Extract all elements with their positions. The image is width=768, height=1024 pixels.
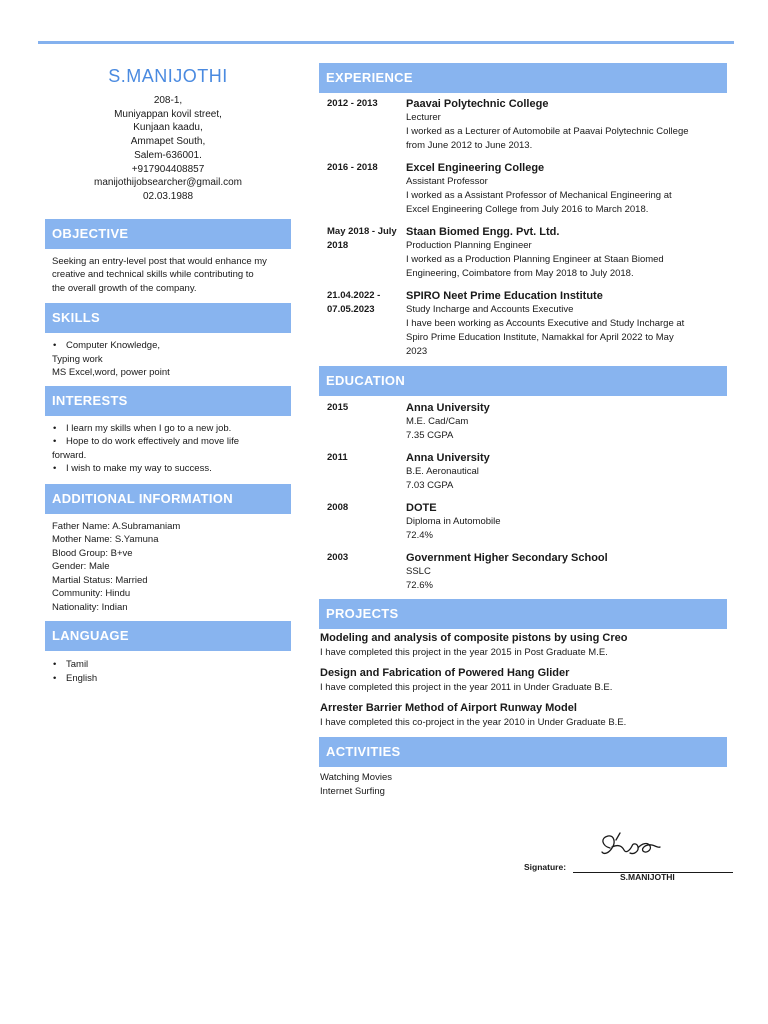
info-line: Nationality: Indian [52, 601, 128, 613]
experience-line: I worked as a Assistant Professor of Mechanical Engineering at [406, 190, 672, 201]
info-line: Mother Name: S.Yamuna [52, 534, 159, 546]
objective-heading: OBJECTIVE [45, 219, 291, 249]
education-date [319, 501, 406, 543]
contact-line: Muniyappan kovil street, [114, 108, 222, 120]
contact-block [45, 94, 291, 204]
experience-entry [319, 97, 727, 153]
project-title: Modeling and analysis of composite pistons by using Creo [320, 632, 628, 644]
interest-item: • Hope to do work effectively and move life [52, 435, 291, 449]
language-item: • English [52, 672, 291, 686]
experience-entry [319, 161, 727, 217]
project-entry [319, 666, 727, 695]
education-entry [319, 501, 727, 543]
left-column [45, 66, 291, 685]
info-line: Martial Status: Married [52, 574, 148, 586]
activity-item: Watching Movies [320, 772, 392, 783]
activities-list [319, 767, 727, 799]
interest-continuation: forward. [52, 449, 87, 461]
info-line: Community: Hindu [52, 588, 131, 600]
info-line: Father Name: A.Subramaniam [52, 520, 181, 532]
education-body [406, 401, 727, 443]
contact-dob: 02.03.1988 [142, 190, 194, 202]
education-entry [319, 451, 727, 493]
contact-email: manijothijobsearcher@gmail.com [94, 177, 242, 189]
objective-line: creative and technical skills while contributing to [52, 269, 254, 281]
signature-image [596, 828, 666, 864]
contact-line: 208-1, [153, 95, 183, 106]
education-title: Anna University [406, 402, 490, 414]
date-line: 2011 [327, 452, 348, 463]
project-entry [319, 701, 727, 730]
experience-line: Spiro Prime Education Institute, Namakkal for April 2022 to May [406, 332, 674, 343]
experience-title: Paavai Polytechnic College [406, 98, 549, 110]
project-desc: I have completed this project in the year 2011 in Under Graduate B.E. [320, 682, 613, 693]
date-line: 2018 [327, 240, 349, 251]
experience-body [406, 97, 727, 153]
experience-body [406, 161, 727, 217]
experience-line: Assistant Professor [406, 176, 488, 187]
experience-body [406, 289, 727, 359]
interests-list-cont [45, 462, 291, 476]
skill-line: Typing work [52, 353, 103, 365]
project-title: Arrester Barrier Method of Airport Runway Model [320, 702, 577, 714]
date-line: 2003 [327, 552, 349, 563]
signature-name: S.MANIJOTHI [620, 872, 675, 882]
education-line: SSLC [406, 566, 431, 577]
activities-heading: ACTIVITIES [319, 737, 727, 767]
education-line: 7.03 CGPA [406, 480, 454, 491]
date-line: May 2018 - July [327, 226, 397, 237]
objective-line: Seeking an entry-level post that would enhance my [52, 255, 267, 267]
education-line: B.E. Aeronautical [406, 466, 479, 477]
additional-info [45, 514, 291, 615]
experience-line: I worked as a Production Planning Engineer at Staan Biomed [406, 254, 664, 265]
objective-line: the overall growth of the company. [52, 282, 197, 294]
experience-line: I have been working as Accounts Executive and Study Incharge at [406, 318, 685, 329]
education-heading: EDUCATION [319, 366, 727, 396]
activity-item: Internet Surfing [320, 786, 385, 797]
education-title: Government Higher Secondary School [406, 552, 608, 564]
language-item: • Tamil [52, 658, 291, 672]
interest-item: • I learn my skills when I go to a new job. [52, 422, 291, 436]
interests-list [45, 416, 291, 449]
experience-date [319, 97, 406, 153]
education-body [406, 501, 727, 543]
contact-phone: +917904408857 [131, 163, 205, 175]
education-line: 72.4% [406, 530, 433, 541]
date-line: 2008 [327, 502, 349, 513]
contact-line: Ammapet South, [130, 136, 206, 148]
signature-block [524, 828, 734, 888]
objective-text [45, 249, 291, 296]
experience-date [319, 225, 406, 281]
interest-item: • I wish to make my way to success. [52, 462, 291, 476]
experience-entry [319, 225, 727, 281]
date-line: 2015 [327, 402, 349, 413]
education-entry [319, 401, 727, 443]
education-line: 72.6% [406, 580, 433, 591]
skills-extra [45, 353, 291, 380]
experience-line: Study Incharge and Accounts Executive [406, 304, 574, 315]
skills-list [45, 333, 291, 353]
experience-line: Engineering, Coimbatore from May 2018 to July 2018. [406, 268, 634, 279]
language-heading: LANGUAGE [45, 621, 291, 651]
experience-line: I worked as a Lecturer of Automobile at Paavai Polytechnic College [406, 126, 689, 137]
education-line: Diploma in Automobile [406, 516, 501, 527]
experience-entry [319, 289, 727, 359]
contact-line: Kunjaan kaadu, [133, 122, 203, 134]
additional-info-heading: ADDITIONAL INFORMATION [45, 484, 291, 514]
project-title: Design and Fabrication of Powered Hang Glider [320, 667, 570, 679]
experience-title: Staan Biomed Engg. Pvt. Ltd. [406, 226, 560, 238]
experience-title: Excel Engineering College [406, 162, 545, 174]
education-line: 7.35 CGPA [406, 430, 454, 441]
info-line: Blood Group: B+ve [52, 547, 133, 559]
interests-heading: INTERESTS [45, 386, 291, 416]
resume-name: S.MANIJOTHI [108, 66, 228, 86]
date-line: 07.05.2023 [327, 304, 375, 315]
education-date [319, 551, 406, 593]
education-body [406, 551, 727, 593]
skills-heading: SKILLS [45, 303, 291, 333]
date-line: 21.04.2022 - [327, 290, 381, 301]
education-title: Anna University [406, 452, 490, 464]
experience-line: Excel Engineering College from July 2016 to March 2018. [406, 204, 649, 215]
skill-item: • Computer Knowledge, [52, 339, 291, 353]
top-rule [38, 41, 734, 44]
experience-body [406, 225, 727, 281]
education-entry [319, 551, 727, 593]
experience-heading: EXPERIENCE [319, 63, 727, 93]
experience-date [319, 289, 406, 359]
project-entry [319, 631, 727, 660]
education-title: DOTE [406, 502, 437, 514]
date-line: 2012 - 2013 [327, 98, 378, 109]
right-column [319, 63, 727, 799]
project-desc: I have completed this co-project in the year 2010 in Under Graduate B.E. [320, 717, 627, 728]
info-line: Gender: Male [52, 561, 110, 573]
project-desc: I have completed this project in the year 2015 in Post Graduate M.E. [320, 647, 608, 658]
experience-title: SPIRO Neet Prime Education Institute [406, 290, 603, 302]
skill-line: MS Excel,word, power point [52, 367, 170, 379]
education-date [319, 401, 406, 443]
experience-line: from June 2012 to June 2013. [406, 140, 533, 151]
education-line: M.E. Cad/Cam [406, 416, 469, 427]
projects-heading: PROJECTS [319, 599, 727, 629]
contact-line: Salem-636001. [134, 149, 202, 161]
signature-label: Signature: [524, 862, 567, 872]
date-line: 2016 - 2018 [327, 162, 378, 173]
experience-line: Production Planning Engineer [406, 240, 532, 251]
experience-line: 2023 [406, 346, 428, 357]
education-date [319, 451, 406, 493]
language-list [45, 651, 291, 685]
education-body [406, 451, 727, 493]
experience-line: Lecturer [406, 112, 441, 123]
experience-date [319, 161, 406, 217]
